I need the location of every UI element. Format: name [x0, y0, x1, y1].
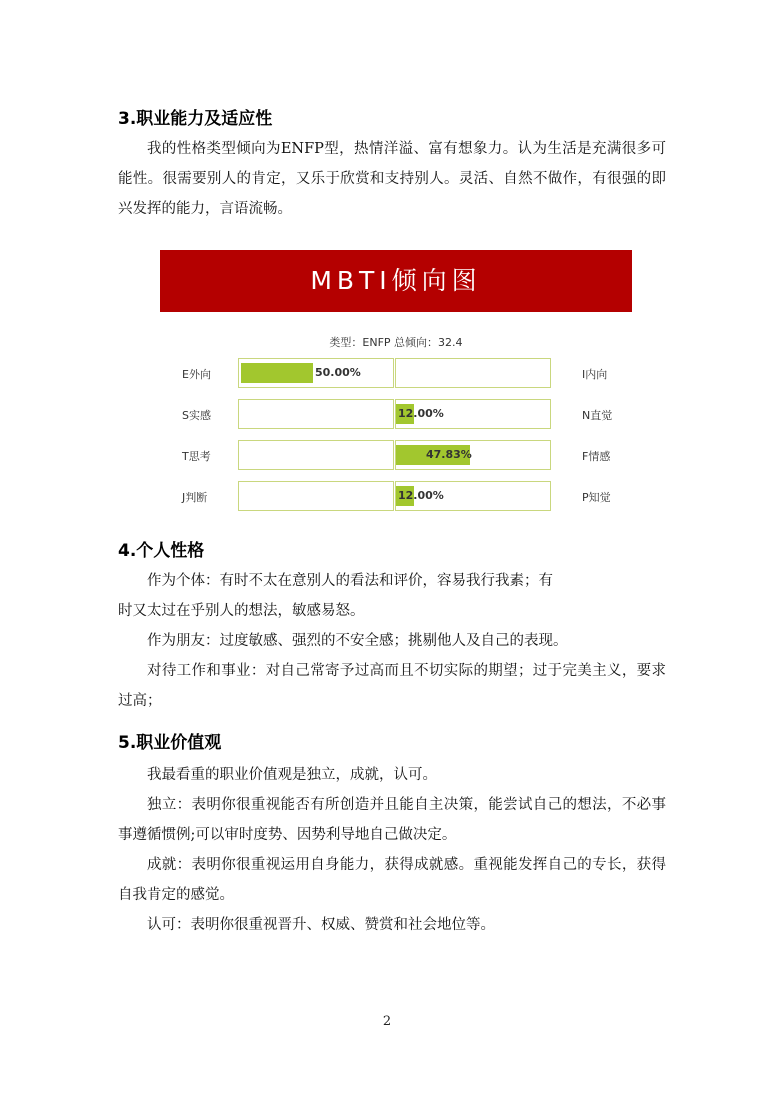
section-3-heading: 3.职业能力及适应性 [118, 109, 273, 129]
row-left-label: J判断 [182, 491, 208, 504]
chart-row [160, 358, 632, 388]
left-track [238, 358, 394, 388]
row-right-label: P知觉 [582, 491, 611, 504]
chart-title-banner: MBTI倾向图 [160, 250, 632, 312]
bar-value-label: 12.00% [398, 489, 444, 502]
chart-row [160, 440, 632, 470]
section-5-heading: 5.职业价值观 [118, 733, 222, 753]
section-3-paragraph: 我的性格类型倾向为ENFP型，热情洋溢、富有想象力。认为生活是充满很多可能性。很需要别人的肯定，又乐于欣赏和支持别人。灵活、自然不做作，有很强的即兴发挥的能力，言语流畅。 [118, 141, 666, 217]
chart-row [160, 481, 632, 511]
section-4-paragraph: 作为朋友：过度敏感、强烈的不安全感；挑剔他人及自己的表现。 [147, 633, 568, 649]
bar-value-label: 47.83% [426, 448, 472, 461]
row-left-label: S实感 [182, 409, 211, 422]
left-track [238, 399, 394, 429]
right-track [395, 440, 551, 470]
right-track [395, 358, 551, 388]
section-4-paragraph: 时又太过在乎别人的想法，敏感易怒。 [118, 603, 365, 619]
chart-row [160, 399, 632, 429]
chart-subtitle: 类型：ENFP 总倾向：32.4 [329, 336, 463, 349]
section-4-paragraph: 作为个体：有时不太在意别人的看法和评价，容易我行我素；有 [147, 573, 553, 589]
left-track [238, 440, 394, 470]
row-left-label: E外向 [182, 368, 211, 381]
page-number: 2 [382, 1014, 392, 1029]
section-4-paragraph: 对待工作和事业：对自己常寄予过高而且不切实际的期望；过于完美主义，要求过高； [118, 663, 666, 709]
section-5-paragraph: 认可：表明你很重视晋升、权威、赞赏和社会地位等。 [147, 917, 495, 933]
bar-value-label: 50.00% [315, 366, 361, 379]
row-left-label: T思考 [182, 450, 211, 463]
section-5-paragraph: 独立：表明你很重视能否有所创造并且能自主决策，能尝试自己的想法，不必事事遵循惯例;可以审时度势、因势利导地自己做决定。 [118, 797, 666, 843]
right-track [395, 399, 551, 429]
bar-fill [241, 363, 313, 383]
section-5-paragraph: 我最看重的职业价值观是独立，成就，认可。 [147, 767, 437, 783]
mbti-chart [160, 250, 632, 515]
row-right-label: I内向 [582, 368, 608, 381]
bar-value-label: 12.00% [398, 407, 444, 420]
section-5-paragraph: 成就：表明你很重视运用自身能力，获得成就感。重视能发挥自己的专长，获得自我肯定的感觉。 [118, 857, 666, 903]
left-track [238, 481, 394, 511]
row-right-label: N直觉 [582, 409, 613, 422]
right-track [395, 481, 551, 511]
section-4-heading: 4.个人性格 [118, 541, 205, 561]
row-right-label: F情感 [582, 450, 611, 463]
